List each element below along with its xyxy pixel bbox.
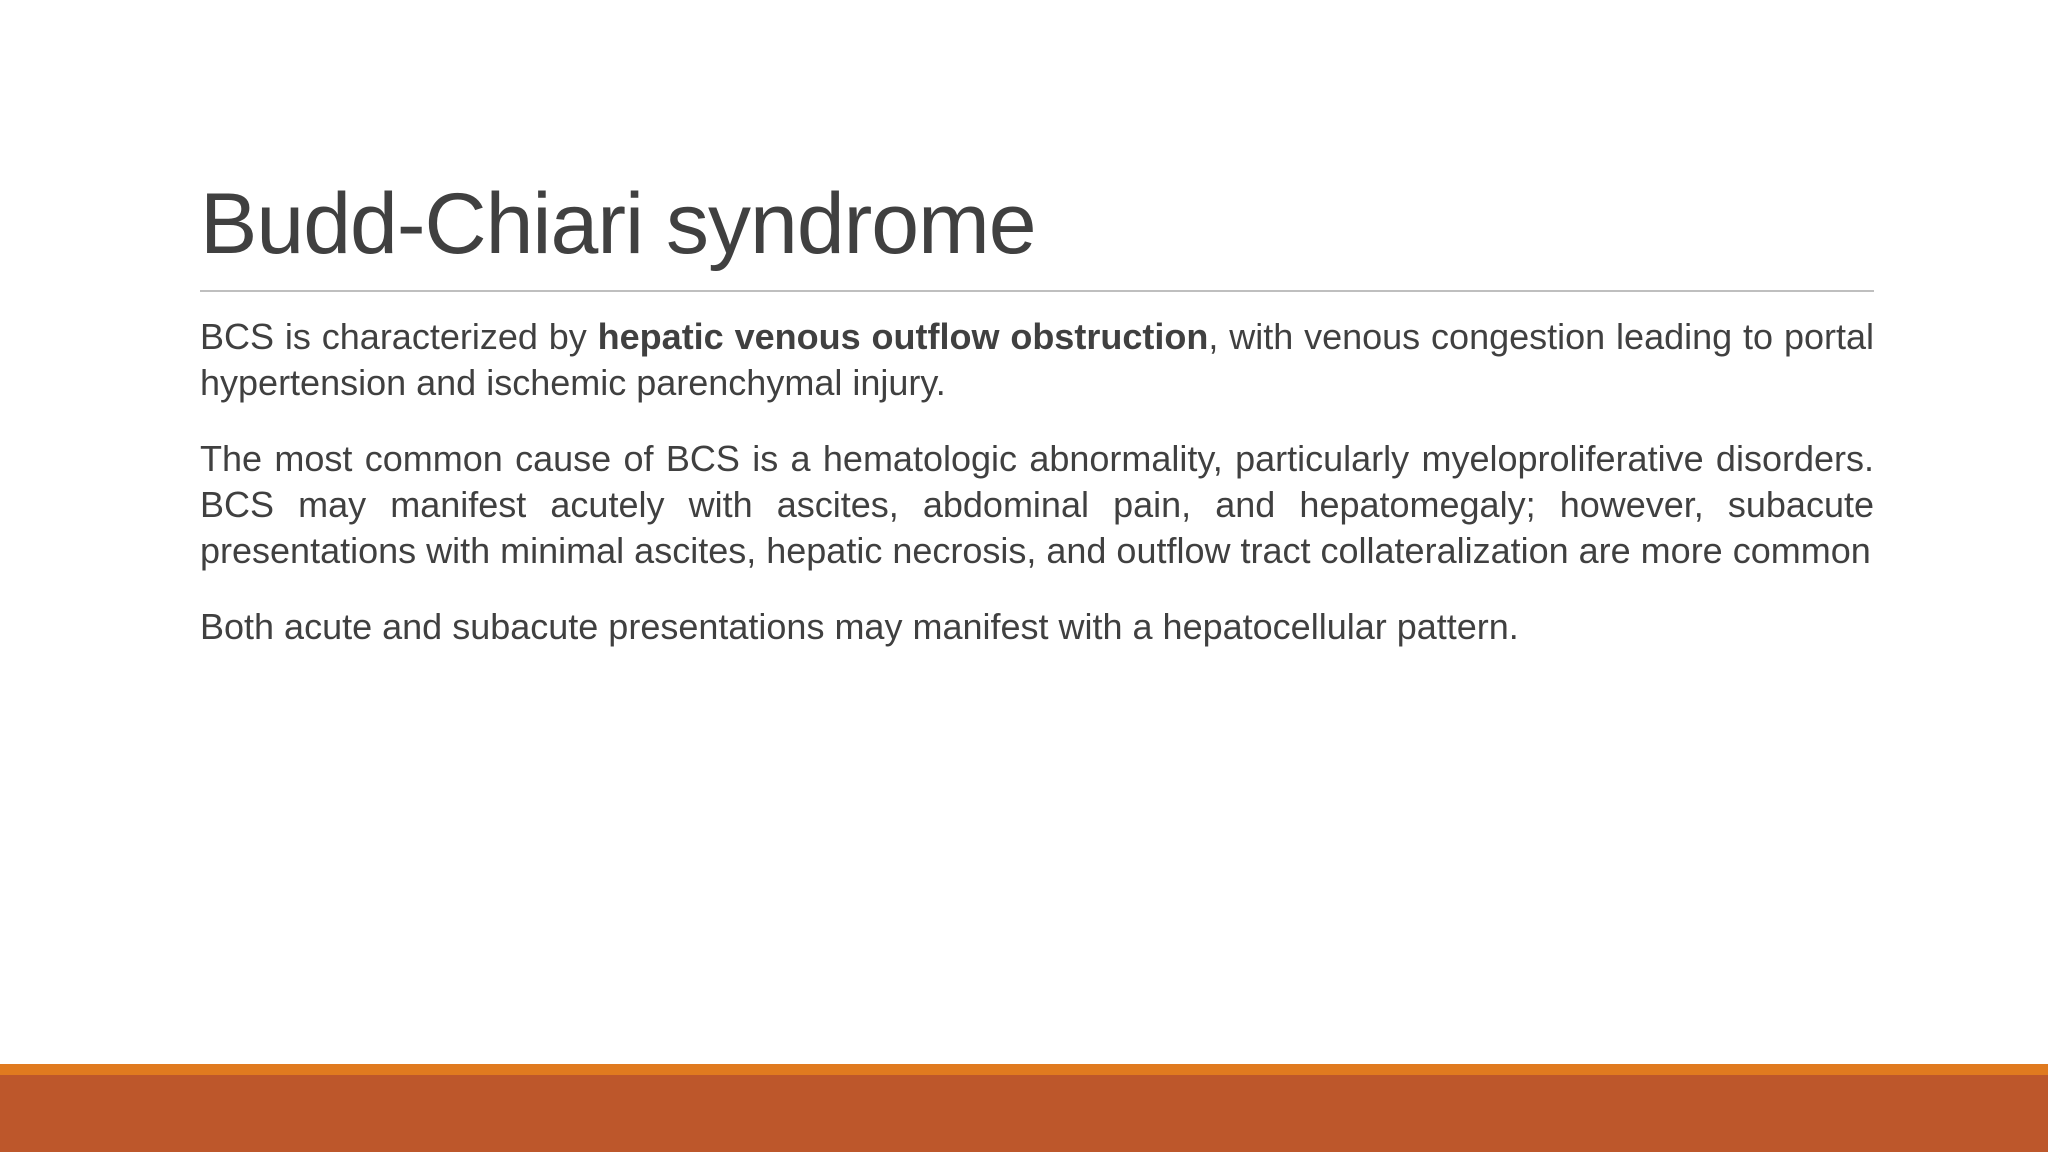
footer-accent-line bbox=[0, 1064, 2048, 1075]
paragraph-pattern: Both acute and subacute presentations may manifest with a hepatocellular pattern. bbox=[200, 606, 1519, 647]
footer-accent-bar bbox=[0, 1075, 2048, 1152]
slide-body bbox=[200, 314, 1874, 680]
paragraph-definition bbox=[200, 314, 1874, 406]
paragraph-definition-emphasis: hepatic venous outflow obstruction bbox=[597, 316, 1209, 357]
title-divider bbox=[200, 290, 1874, 292]
paragraph-definition-intro: BCS is characterized by bbox=[200, 316, 598, 357]
paragraph-definition-rest: , with venous congestion leading to portal hypertension and ischemic parenchymal injury. bbox=[200, 316, 1874, 403]
slide-title: Budd-Chiari syndrome bbox=[200, 176, 1036, 272]
paragraph-causes: The most common cause of BCS is a hematologic abnormality, particularly myeloproliferative disorders. BCS may manifest acutely with ascites, abdominal pain, and hepatomegaly; however, subacute presentations with minimal ascites, hepatic necrosis, and outflow tract collateralization are more common bbox=[200, 438, 1874, 571]
